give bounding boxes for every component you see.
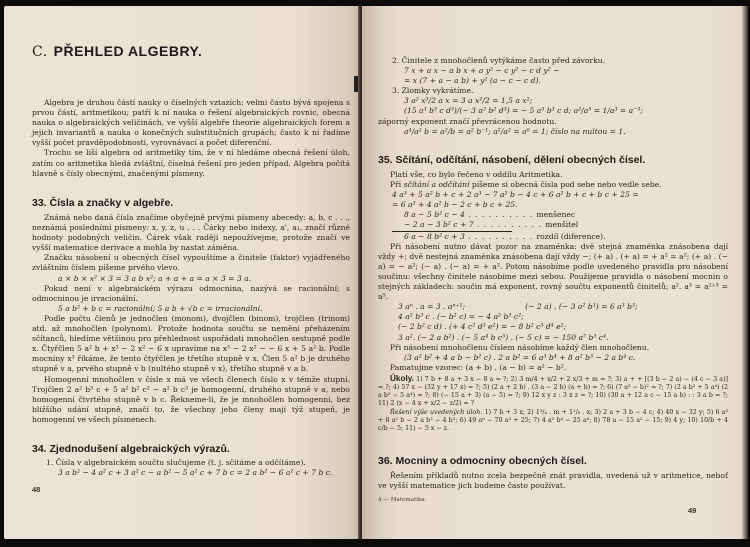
mult-formula-1 xyxy=(378,302,728,312)
sub-label: menšitel xyxy=(545,220,579,230)
book-edge xyxy=(742,6,748,539)
sub-expr: 6 a − 8 b² c + 3 xyxy=(404,231,465,241)
page-number-left: 48 xyxy=(32,485,41,494)
mult-formula-1a: 3 aⁿ . a = 3 . aⁿ⁺¹; xyxy=(398,302,466,312)
subtraction-row: 8 a − 5 b² c − 4 . . . . . . . . . . menšenec xyxy=(404,210,576,220)
item-2-text: 2. Činitele z mnohočlenů vytýkáme často před závorku. xyxy=(392,56,606,65)
section-35-title: 35. Sčítání, odčítání, násobení, dělení obecných čísel. xyxy=(378,154,646,166)
solutions-label: Řešení výše uvedených úloh. xyxy=(390,408,483,416)
section-34-item-1: 1. Čísla v algebraickém součtu slučujeme (t. j. sčítáme a odčítáme). xyxy=(46,458,306,467)
subtraction-table xyxy=(378,210,728,241)
chapter-title xyxy=(32,43,203,60)
section-36-title: 36. Mocniny a odmocniny obecných čísel. xyxy=(378,455,587,467)
section-35-paragraph-3: Při násobení nutno dávat pozor na znaménka: dvě stejná znaménka znásobena dají vždy +; dvě nestejná znaménka znásobena dají vždy −; (+ a) . (+ a) = + a² = a²; (+ a) . (− a) = − a²; (− a) . (− a) = + a². Potom násobíme podle uvedeného pravidla pro násobení součinu: všechny činitele násobíme mezi sebou. Použijeme pravidla o násobení mocnin o stejných základech: součin má exponent, rovný součtu exponentů činitelů; a². a³ = a²⁺³ = a⁵. xyxy=(378,241,728,302)
solutions-text: 1) 7 b + 3 x; 2) 1³/₄ . m + 1¹/₆ . x; 3) 2 a + 3 b − 4 c; 4) 40 x − 32 y; 5) 6 a³ + 8 a² b − 2 a b² − 4 b³; 6) 49 a⁶ − 70 a³ + 25; 7) 4 a² b⁴ − 25 a⁸; 8) 78 a − 15 a² − 15; 9) 4 y; 10) 10/b + 4 c/b − 5; 11) − 5 x − z. xyxy=(378,408,728,433)
section-33-paragraph-5: Homogenní mnohočlen v čísle x má ve všech členech číslo x v témže stupni. Trojčlen 2 a² b³ c + 5 a² b² c² − a² b c³ je homogenní, druhého stupně v a, nebo homogenní čtvrtého stupně v b c. Řekneme-li, že je mnohočlen homogenní, bez bližšího udání stupně, značí to, že všechny jeho členy mají týž stupeň, je homogenní ve všech písmenech. xyxy=(32,374,350,424)
mult-formula-3: (− 2 b² c d) . (+ 4 c² d³ e²) = − 8 b² c³ d⁴ e²; xyxy=(398,322,567,332)
left-page xyxy=(4,6,362,539)
section-33 xyxy=(32,196,350,425)
section-33-paragraph-4: Podle počtu členů je jednočlen (monom), dvojčlen (binom), trojčlen (trinom) atd. až mnohočlen (polynom). Protože hodnota součtu se nemění přeházením sčítanců, hledíme většinou pro přehlednost uspořádati mnohočlen sestupně podle x. Čtyřčlen 5 a² b + x³ − 2 x² − 6 x upravíme na x³ − 2 x² − − 6 x + 5 a² b. Podle mocniny x³ říkáme, že tento čtyřčlen je třetího stupně v x. Člen 5 a² b je druhého stupně v a, prvého stupně v b (nultého stupně v x), třetího stupně v a b. xyxy=(32,313,350,374)
p2-lead: Při xyxy=(390,180,404,190)
item-3-text: 3. Zlomky vykrátíme. xyxy=(392,86,474,96)
item-2-formula-1: 7 x + a x − a b x + a y² − c y² − c d y² − xyxy=(404,66,560,76)
sub-expr: 8 a − 5 b² c − 4 xyxy=(404,210,465,220)
section-33-formula-1: a × b × x² × 3 = 3 a b x²; a + a + a = a × 3 = 3 a. xyxy=(58,273,252,283)
tasks xyxy=(378,375,728,409)
item-3-note: záporný exponent značí převrácenou hodnotu. xyxy=(378,116,557,126)
p2-rest: píšeme si obecná čísla pod sebe nebo vedle sebe. xyxy=(469,180,662,190)
poly-formula: (3 a² b² + 4 a b − b² c) . 2 a b² = 6 a³ b⁴ + 8 a² b³ − 2 a b⁴ c. xyxy=(404,352,636,362)
mult-formula-1b: (− 2 a) . (− 3 a² b³) = 6 a³ b³; xyxy=(525,302,638,312)
sub-expr: − 2 a − 3 b² c + 7 xyxy=(404,220,474,230)
intro-paragraph-1: Algebra je druhou částí nauky o číselných vztazích; velmi často bývá spojena s prvou částí, aritmetikou; patří k ní nauka o řešení algebraických rovnic, obecná nauka o algebraických veličinách, ve vyšší algebře theorie algebraických forem a jejich invariantů a nauka o konečných substitučních grupách; často k ní řadíme vyšší počet pravděpodobnosti, vyrovnávací a počet diferenční. xyxy=(32,98,350,148)
section-34 xyxy=(32,442,350,478)
section-35-paragraph-1: Platí vše, co bylo řečeno v oddílu Aritmetika. xyxy=(390,170,563,179)
signature-mark: 4 — Matematika xyxy=(378,497,425,503)
solutions xyxy=(378,409,728,434)
section-35-paragraph-4: Při násobení mnohočlenu číslem násobíme každý člen mnohočlenu. xyxy=(390,342,650,352)
item-3-formula-2: (15 a³ b³ c d³)/(− 3 a² b² d³) = − 5 a³ b³ c d; a²/a⁵ = 1/a³ = a⁻³; xyxy=(404,106,643,116)
mult-formula-2: 4 a² b³ c . (− b² c) = − 4 a² b⁵ c²; xyxy=(398,312,524,322)
section-33-paragraph-1: Známá nebo daná čísla značíme obyčejně prvými písmeny abecedy: a, b, c . . ., neznámá posledními písmeny: x, y, z, u . . . Čárky nebo indexy, a', a₁, značí různé hodnoty podobných veličin. Čárek však raději nepoužívejme, protože značí ve vyšší matematice derivace a mohla by nastat záměna. xyxy=(32,213,350,253)
tasks-label: Úkoly. xyxy=(390,373,414,383)
section-33-paragraph-2: Značku násobení u obecných čísel vypouštíme a činitele (faktor) vyjádřeného zvláštním číslem píšeme prvého vlevo. xyxy=(32,253,350,273)
sum-formula-2: = 6 a³ + 4 a² b − 2 c + b c + 25. xyxy=(392,200,518,210)
sum-formula-1: 4 a³ + 5 a² b + c + 2 a³ − 7 a² b − 4 c + 6 a² b + c + b c + 25 = xyxy=(392,190,639,200)
intro-paragraph-2: Trochu se liší algebra od aritmetiky tím, že v ní hledáme obecná řešení úloh, zatím co aritmetika hledá zvláštní, číselná řešení pro jeden případ. Algebra počítá hlavně s čísly obecnými, značenými písmeny. xyxy=(32,148,350,178)
chapter-title-text: PŘEHLED ALGEBRY. xyxy=(53,43,203,59)
sub-label: menšenec xyxy=(536,210,576,220)
page-number-right: 49 xyxy=(688,506,697,515)
section-34-formula-1: 3 a b² − 4 a² c + 3 a² c − a b² − 5 a² c + 7 b c = 2 a b² − 6 a² c + 7 b c. xyxy=(58,468,333,478)
section-36 xyxy=(378,454,728,491)
section-34-continued xyxy=(378,56,728,137)
subtraction-row: 6 a − 8 b² c + 3 . . . . . . . . . . rozdíl (diference). xyxy=(404,231,606,241)
section-34-title: 34. Zjednodušení algebraických výrazů. xyxy=(32,443,230,455)
mult-formula-4: 3 a². (− 2 a b²) . (− 5 a⁴ b c³) . (− 5 c) = − 150 a⁷ b³ c⁴. xyxy=(398,332,609,342)
section-33-title: 33. Čísla a značky v algebře. xyxy=(32,197,174,209)
sub-label: rozdíl (diference). xyxy=(536,231,606,241)
p2-italic: sčítání a odčítání xyxy=(403,180,470,190)
item-3-formula-3: a⁴/a² b = a²/b = a² b⁻¹; a²/a² = a⁰ = 1; číslo na nultou = 1. xyxy=(404,126,626,136)
section-35 xyxy=(378,153,728,433)
section-33-paragraph-3: Pokud není v algebraickém výrazu odmocnina, nazývá se racionální; s odmocninou je irracionální. xyxy=(32,283,350,303)
subtraction-row: − 2 a − 3 b² c + 7 . . . . . . . . . . menšitel xyxy=(404,220,579,230)
tasks-text: 1) 7 b + 8 a + 3 x − 8 a = ?; 2) 3 m/4 + x/2 + 2 x/3 + m = ?; 3) a + + [(3 b − 2 a) − (4 c − 3 a)] = ?; 4) 57 x − (32 y + 17 x) = ?; 5) (2 a + 2 b) . (3 a − 2 b) (a + b) = ?; 6) (7 a³ − b)² = ?; 7) (2 a b² + 5 a⁴) (2 a b² − 5 a⁴) = ?; 8) (− 15 a + 3) (a − 5) = ?; 9) 12 x y z : 3 x z = ?; 10) (30 a + 12 a c − 15 a b) : : 3 a b = ?; 11) 2 (x − 4 x + x/2 − z/2) = ? xyxy=(378,375,728,408)
section-36-paragraph-1: Řešením příkladů nutno zcela bezpečně znát pravidla, uvedená už v aritmetice, neboť ve vyšší matematice jich budeme často používat. xyxy=(378,471,728,491)
section-35-paragraph-2 xyxy=(378,180,728,190)
right-page xyxy=(362,6,744,539)
section-33-formula-2: 5 a b² + b c = racionální; 5 a b + √b c = irracionální. xyxy=(58,303,263,313)
item-3-formula-1: 3 a² x³/2 a x = 3 a x²/2 = 1,5 a x²; xyxy=(404,96,533,106)
section-35-paragraph-5: Pamatujme vzorec: (a + b) . (a − b) = a² − b². xyxy=(390,362,567,372)
intro-section xyxy=(32,98,350,179)
chapter-letter: C. xyxy=(32,44,48,60)
item-2-formula-2: = x (7 + a − a b) + y² (a − c − c d). xyxy=(404,76,541,86)
